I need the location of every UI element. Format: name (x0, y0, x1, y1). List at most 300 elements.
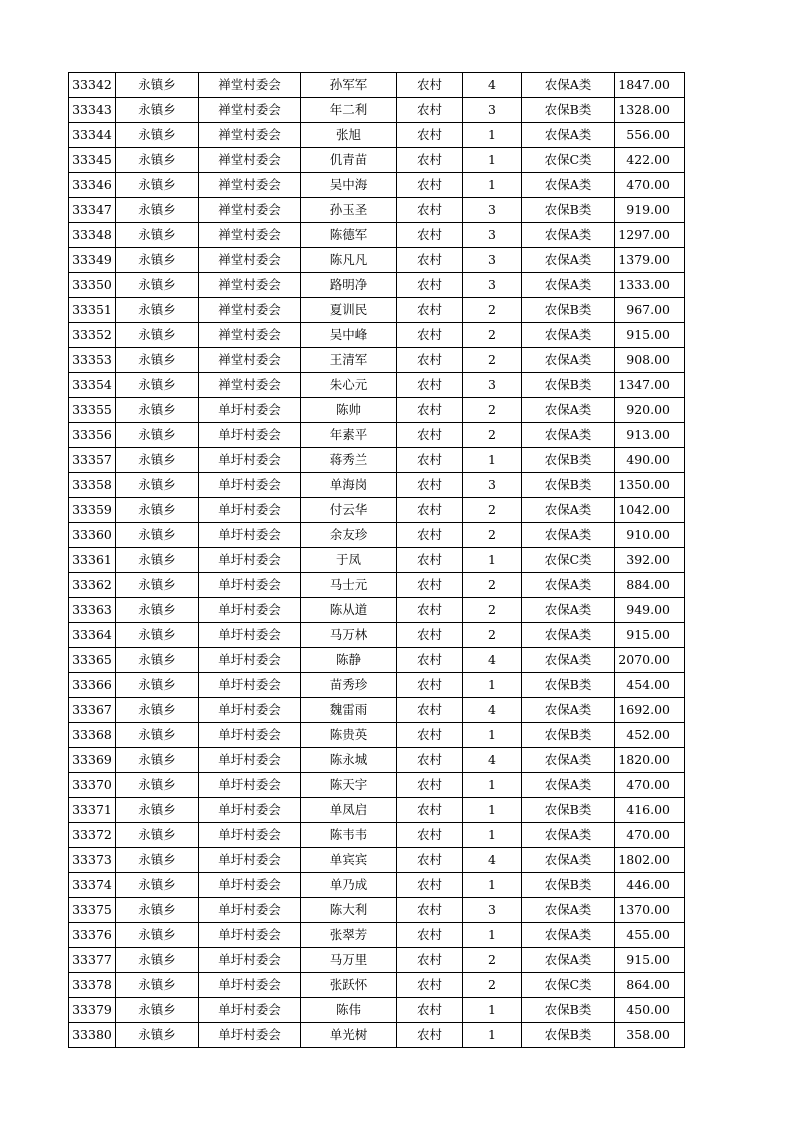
area-type-cell: 农村 (397, 423, 463, 448)
insurance-category-cell: 农保C类 (522, 548, 615, 573)
record-id-cell: 33353 (69, 348, 116, 373)
name-cell: 陈凡凡 (301, 248, 397, 273)
record-id-cell: 33343 (69, 98, 116, 123)
area-type-cell: 农村 (397, 773, 463, 798)
amount-cell: 1347.00 (615, 373, 685, 398)
amount-cell: 884.00 (615, 573, 685, 598)
township-cell: 永镇乡 (116, 773, 199, 798)
name-cell: 孙玉圣 (301, 198, 397, 223)
village-committee-cell: 单圩村委会 (199, 1023, 301, 1048)
record-id-cell: 33373 (69, 848, 116, 873)
area-type-cell: 农村 (397, 723, 463, 748)
name-cell: 马万林 (301, 623, 397, 648)
record-id-cell: 33374 (69, 873, 116, 898)
township-cell: 永镇乡 (116, 573, 199, 598)
area-type-cell: 农村 (397, 798, 463, 823)
area-type-cell: 农村 (397, 673, 463, 698)
table-row (69, 273, 685, 298)
record-id-cell: 33357 (69, 448, 116, 473)
record-id-cell: 33365 (69, 648, 116, 673)
record-id-cell: 33375 (69, 898, 116, 923)
area-type-cell: 农村 (397, 123, 463, 148)
household-size-cell: 4 (463, 848, 522, 873)
village-committee-cell: 单圩村委会 (199, 448, 301, 473)
household-size-cell: 4 (463, 648, 522, 673)
village-committee-cell: 禅堂村委会 (199, 123, 301, 148)
insurance-category-cell: 农保A类 (522, 273, 615, 298)
table-row (69, 148, 685, 173)
insurance-category-cell: 农保B类 (522, 198, 615, 223)
amount-cell: 967.00 (615, 298, 685, 323)
insurance-category-cell: 农保A类 (522, 348, 615, 373)
name-cell: 孙军军 (301, 73, 397, 98)
village-committee-cell: 单圩村委会 (199, 598, 301, 623)
area-type-cell: 农村 (397, 148, 463, 173)
township-cell: 永镇乡 (116, 398, 199, 423)
household-size-cell: 3 (463, 273, 522, 298)
table-row (69, 1023, 685, 1048)
household-size-cell: 1 (463, 873, 522, 898)
record-id-cell: 33372 (69, 823, 116, 848)
area-type-cell: 农村 (397, 473, 463, 498)
record-id-cell: 33362 (69, 573, 116, 598)
record-id-cell: 33367 (69, 698, 116, 723)
township-cell: 永镇乡 (116, 123, 199, 148)
name-cell: 陈从道 (301, 598, 397, 623)
area-type-cell: 农村 (397, 198, 463, 223)
insurance-category-cell: 农保A类 (522, 848, 615, 873)
name-cell: 于凤 (301, 548, 397, 573)
table-row (69, 598, 685, 623)
insurance-category-cell: 农保A类 (522, 323, 615, 348)
table-row (69, 798, 685, 823)
insurance-category-cell: 农保A类 (522, 423, 615, 448)
township-cell: 永镇乡 (116, 948, 199, 973)
township-cell: 永镇乡 (116, 523, 199, 548)
village-committee-cell: 禅堂村委会 (199, 273, 301, 298)
township-cell: 永镇乡 (116, 698, 199, 723)
area-type-cell: 农村 (397, 348, 463, 373)
area-type-cell: 农村 (397, 248, 463, 273)
insurance-category-cell: 农保A类 (522, 598, 615, 623)
area-type-cell: 农村 (397, 973, 463, 998)
township-cell: 永镇乡 (116, 823, 199, 848)
amount-cell: 470.00 (615, 173, 685, 198)
table-row (69, 423, 685, 448)
village-committee-cell: 单圩村委会 (199, 798, 301, 823)
area-type-cell: 农村 (397, 73, 463, 98)
record-id-cell: 33377 (69, 948, 116, 973)
name-cell: 单宾宾 (301, 848, 397, 873)
township-cell: 永镇乡 (116, 648, 199, 673)
village-committee-cell: 单圩村委会 (199, 648, 301, 673)
village-committee-cell: 单圩村委会 (199, 473, 301, 498)
village-committee-cell: 禅堂村委会 (199, 323, 301, 348)
table-row (69, 298, 685, 323)
record-id-cell: 33354 (69, 373, 116, 398)
village-committee-cell: 禅堂村委会 (199, 348, 301, 373)
village-committee-cell: 禅堂村委会 (199, 173, 301, 198)
village-committee-cell: 单圩村委会 (199, 823, 301, 848)
amount-cell: 1297.00 (615, 223, 685, 248)
amount-cell: 450.00 (615, 998, 685, 1023)
household-size-cell: 2 (463, 573, 522, 598)
amount-cell: 556.00 (615, 123, 685, 148)
area-type-cell: 农村 (397, 323, 463, 348)
township-cell: 永镇乡 (116, 248, 199, 273)
insurance-category-cell: 农保A类 (522, 623, 615, 648)
village-committee-cell: 单圩村委会 (199, 673, 301, 698)
name-cell: 陈天宇 (301, 773, 397, 798)
table-row (69, 898, 685, 923)
record-id-cell: 33371 (69, 798, 116, 823)
township-cell: 永镇乡 (116, 348, 199, 373)
record-id-cell: 33345 (69, 148, 116, 173)
insurance-category-cell: 农保C类 (522, 148, 615, 173)
record-id-cell: 33376 (69, 923, 116, 948)
amount-cell: 452.00 (615, 723, 685, 748)
household-size-cell: 1 (463, 148, 522, 173)
insurance-category-cell: 农保B类 (522, 673, 615, 698)
record-id-cell: 33358 (69, 473, 116, 498)
name-cell: 陈德军 (301, 223, 397, 248)
area-type-cell: 农村 (397, 873, 463, 898)
village-committee-cell: 单圩村委会 (199, 873, 301, 898)
record-id-cell: 33364 (69, 623, 116, 648)
household-size-cell: 2 (463, 973, 522, 998)
village-committee-cell: 单圩村委会 (199, 748, 301, 773)
table-row (69, 673, 685, 698)
insurance-category-cell: 农保A类 (522, 398, 615, 423)
amount-cell: 454.00 (615, 673, 685, 698)
table-row (69, 548, 685, 573)
record-id-cell: 33350 (69, 273, 116, 298)
area-type-cell: 农村 (397, 448, 463, 473)
table-row (69, 473, 685, 498)
township-cell: 永镇乡 (116, 298, 199, 323)
township-cell: 永镇乡 (116, 548, 199, 573)
household-size-cell: 1 (463, 548, 522, 573)
household-size-cell: 2 (463, 498, 522, 523)
area-type-cell: 农村 (397, 823, 463, 848)
name-cell: 夏训民 (301, 298, 397, 323)
township-cell: 永镇乡 (116, 748, 199, 773)
township-cell: 永镇乡 (116, 223, 199, 248)
village-committee-cell: 单圩村委会 (199, 948, 301, 973)
township-cell: 永镇乡 (116, 998, 199, 1023)
table-row (69, 748, 685, 773)
amount-cell: 470.00 (615, 773, 685, 798)
village-committee-cell: 单圩村委会 (199, 573, 301, 598)
insurance-category-cell: 农保A类 (522, 223, 615, 248)
name-cell: 年二利 (301, 98, 397, 123)
area-type-cell: 农村 (397, 98, 463, 123)
area-type-cell: 农村 (397, 273, 463, 298)
record-id-cell: 33378 (69, 973, 116, 998)
amount-cell: 1328.00 (615, 98, 685, 123)
village-committee-cell: 单圩村委会 (199, 548, 301, 573)
amount-cell: 1820.00 (615, 748, 685, 773)
table-row (69, 948, 685, 973)
record-id-cell: 33361 (69, 548, 116, 573)
household-size-cell: 2 (463, 298, 522, 323)
township-cell: 永镇乡 (116, 898, 199, 923)
table-row (69, 198, 685, 223)
table-row (69, 998, 685, 1023)
record-id-cell: 33366 (69, 673, 116, 698)
township-cell: 永镇乡 (116, 973, 199, 998)
area-type-cell: 农村 (397, 948, 463, 973)
table-row (69, 773, 685, 798)
township-cell: 永镇乡 (116, 848, 199, 873)
household-size-cell: 4 (463, 698, 522, 723)
area-type-cell: 农村 (397, 648, 463, 673)
household-size-cell: 1 (463, 1023, 522, 1048)
household-size-cell: 3 (463, 898, 522, 923)
name-cell: 朱心元 (301, 373, 397, 398)
record-id-cell: 33348 (69, 223, 116, 248)
amount-cell: 919.00 (615, 198, 685, 223)
name-cell: 张翠芳 (301, 923, 397, 948)
table-row (69, 223, 685, 248)
household-size-cell: 1 (463, 123, 522, 148)
name-cell: 陈贵英 (301, 723, 397, 748)
amount-cell: 490.00 (615, 448, 685, 473)
amount-cell: 455.00 (615, 923, 685, 948)
village-committee-cell: 禅堂村委会 (199, 248, 301, 273)
table-row (69, 448, 685, 473)
records-table (68, 72, 685, 1048)
amount-cell: 2070.00 (615, 648, 685, 673)
township-cell: 永镇乡 (116, 198, 199, 223)
area-type-cell: 农村 (397, 998, 463, 1023)
amount-cell: 1379.00 (615, 248, 685, 273)
insurance-category-cell: 农保A类 (522, 248, 615, 273)
village-committee-cell: 禅堂村委会 (199, 223, 301, 248)
household-size-cell: 3 (463, 248, 522, 273)
area-type-cell: 农村 (397, 373, 463, 398)
name-cell: 张旭 (301, 123, 397, 148)
amount-cell: 913.00 (615, 423, 685, 448)
name-cell: 苗秀珍 (301, 673, 397, 698)
amount-cell: 1692.00 (615, 698, 685, 723)
household-size-cell: 1 (463, 798, 522, 823)
household-size-cell: 1 (463, 773, 522, 798)
insurance-category-cell: 农保A类 (522, 773, 615, 798)
township-cell: 永镇乡 (116, 98, 199, 123)
amount-cell: 422.00 (615, 148, 685, 173)
record-id-cell: 33359 (69, 498, 116, 523)
record-id-cell: 33356 (69, 423, 116, 448)
village-committee-cell: 单圩村委会 (199, 848, 301, 873)
township-cell: 永镇乡 (116, 373, 199, 398)
household-size-cell: 2 (463, 323, 522, 348)
area-type-cell: 农村 (397, 748, 463, 773)
table-row (69, 373, 685, 398)
record-id-cell: 33351 (69, 298, 116, 323)
table-row (69, 623, 685, 648)
township-cell: 永镇乡 (116, 598, 199, 623)
table-row (69, 723, 685, 748)
area-type-cell: 农村 (397, 598, 463, 623)
amount-cell: 915.00 (615, 623, 685, 648)
household-size-cell: 3 (463, 98, 522, 123)
name-cell: 王清军 (301, 348, 397, 373)
area-type-cell: 农村 (397, 223, 463, 248)
amount-cell: 920.00 (615, 398, 685, 423)
household-size-cell: 2 (463, 948, 522, 973)
insurance-category-cell: 农保A类 (522, 573, 615, 598)
record-id-cell: 33368 (69, 723, 116, 748)
name-cell: 年素平 (301, 423, 397, 448)
household-size-cell: 2 (463, 398, 522, 423)
name-cell: 仉青苗 (301, 148, 397, 173)
township-cell: 永镇乡 (116, 448, 199, 473)
village-committee-cell: 单圩村委会 (199, 698, 301, 723)
household-size-cell: 3 (463, 373, 522, 398)
name-cell: 陈永城 (301, 748, 397, 773)
insurance-category-cell: 农保A类 (522, 73, 615, 98)
household-size-cell: 2 (463, 348, 522, 373)
table-row (69, 248, 685, 273)
name-cell: 陈韦韦 (301, 823, 397, 848)
name-cell: 余友珍 (301, 523, 397, 548)
household-size-cell: 2 (463, 623, 522, 648)
area-type-cell: 农村 (397, 698, 463, 723)
household-size-cell: 2 (463, 598, 522, 623)
record-id-cell: 33342 (69, 73, 116, 98)
village-committee-cell: 单圩村委会 (199, 923, 301, 948)
amount-cell: 864.00 (615, 973, 685, 998)
name-cell: 单光树 (301, 1023, 397, 1048)
household-size-cell: 1 (463, 448, 522, 473)
village-committee-cell: 单圩村委会 (199, 998, 301, 1023)
name-cell: 陈伟 (301, 998, 397, 1023)
village-committee-cell: 单圩村委会 (199, 973, 301, 998)
table-row (69, 698, 685, 723)
village-committee-cell: 单圩村委会 (199, 623, 301, 648)
village-committee-cell: 单圩村委会 (199, 423, 301, 448)
household-size-cell: 4 (463, 73, 522, 98)
township-cell: 永镇乡 (116, 323, 199, 348)
household-size-cell: 1 (463, 173, 522, 198)
insurance-category-cell: 农保B类 (522, 373, 615, 398)
township-cell: 永镇乡 (116, 273, 199, 298)
township-cell: 永镇乡 (116, 148, 199, 173)
area-type-cell: 农村 (397, 548, 463, 573)
insurance-category-cell: 农保A类 (522, 648, 615, 673)
insurance-category-cell: 农保C类 (522, 973, 615, 998)
insurance-category-cell: 农保B类 (522, 798, 615, 823)
amount-cell: 358.00 (615, 1023, 685, 1048)
table-row (69, 973, 685, 998)
household-size-cell: 1 (463, 823, 522, 848)
table-row (69, 323, 685, 348)
amount-cell: 446.00 (615, 873, 685, 898)
name-cell: 路明净 (301, 273, 397, 298)
area-type-cell: 农村 (397, 1023, 463, 1048)
village-committee-cell: 禅堂村委会 (199, 198, 301, 223)
amount-cell: 915.00 (615, 948, 685, 973)
village-committee-cell: 单圩村委会 (199, 723, 301, 748)
name-cell: 陈帅 (301, 398, 397, 423)
village-committee-cell: 禅堂村委会 (199, 73, 301, 98)
household-size-cell: 2 (463, 523, 522, 548)
name-cell: 魏雷雨 (301, 698, 397, 723)
village-committee-cell: 单圩村委会 (199, 498, 301, 523)
table-row (69, 498, 685, 523)
village-committee-cell: 单圩村委会 (199, 523, 301, 548)
amount-cell: 1350.00 (615, 473, 685, 498)
table-row (69, 173, 685, 198)
amount-cell: 392.00 (615, 548, 685, 573)
household-size-cell: 1 (463, 673, 522, 698)
record-id-cell: 33344 (69, 123, 116, 148)
township-cell: 永镇乡 (116, 173, 199, 198)
insurance-category-cell: 农保B类 (522, 723, 615, 748)
insurance-category-cell: 农保B类 (522, 1023, 615, 1048)
township-cell: 永镇乡 (116, 1023, 199, 1048)
township-cell: 永镇乡 (116, 723, 199, 748)
name-cell: 陈大利 (301, 898, 397, 923)
village-committee-cell: 禅堂村委会 (199, 298, 301, 323)
record-id-cell: 33380 (69, 1023, 116, 1048)
township-cell: 永镇乡 (116, 673, 199, 698)
record-id-cell: 33369 (69, 748, 116, 773)
record-id-cell: 33349 (69, 248, 116, 273)
table-row (69, 348, 685, 373)
record-id-cell: 33347 (69, 198, 116, 223)
insurance-category-cell: 农保A类 (522, 898, 615, 923)
insurance-category-cell: 农保B类 (522, 298, 615, 323)
record-id-cell: 33360 (69, 523, 116, 548)
name-cell: 付云华 (301, 498, 397, 523)
area-type-cell: 农村 (397, 898, 463, 923)
insurance-category-cell: 农保B类 (522, 473, 615, 498)
insurance-category-cell: 农保B类 (522, 998, 615, 1023)
area-type-cell: 农村 (397, 173, 463, 198)
record-id-cell: 33355 (69, 398, 116, 423)
amount-cell: 1042.00 (615, 498, 685, 523)
insurance-category-cell: 农保A类 (522, 498, 615, 523)
insurance-category-cell: 农保B类 (522, 98, 615, 123)
household-size-cell: 3 (463, 473, 522, 498)
table-row (69, 873, 685, 898)
name-cell: 吴中峰 (301, 323, 397, 348)
insurance-category-cell: 农保A类 (522, 923, 615, 948)
record-id-cell: 33363 (69, 598, 116, 623)
area-type-cell: 农村 (397, 923, 463, 948)
record-id-cell: 33346 (69, 173, 116, 198)
village-committee-cell: 禅堂村委会 (199, 373, 301, 398)
name-cell: 马士元 (301, 573, 397, 598)
village-committee-cell: 单圩村委会 (199, 898, 301, 923)
insurance-category-cell: 农保A类 (522, 698, 615, 723)
township-cell: 永镇乡 (116, 498, 199, 523)
name-cell: 张跃怀 (301, 973, 397, 998)
amount-cell: 910.00 (615, 523, 685, 548)
name-cell: 蒋秀兰 (301, 448, 397, 473)
amount-cell: 949.00 (615, 598, 685, 623)
area-type-cell: 农村 (397, 398, 463, 423)
name-cell: 吴中海 (301, 173, 397, 198)
township-cell: 永镇乡 (116, 473, 199, 498)
township-cell: 永镇乡 (116, 623, 199, 648)
name-cell: 单海岗 (301, 473, 397, 498)
household-size-cell: 3 (463, 223, 522, 248)
name-cell: 马万里 (301, 948, 397, 973)
household-size-cell: 1 (463, 998, 522, 1023)
